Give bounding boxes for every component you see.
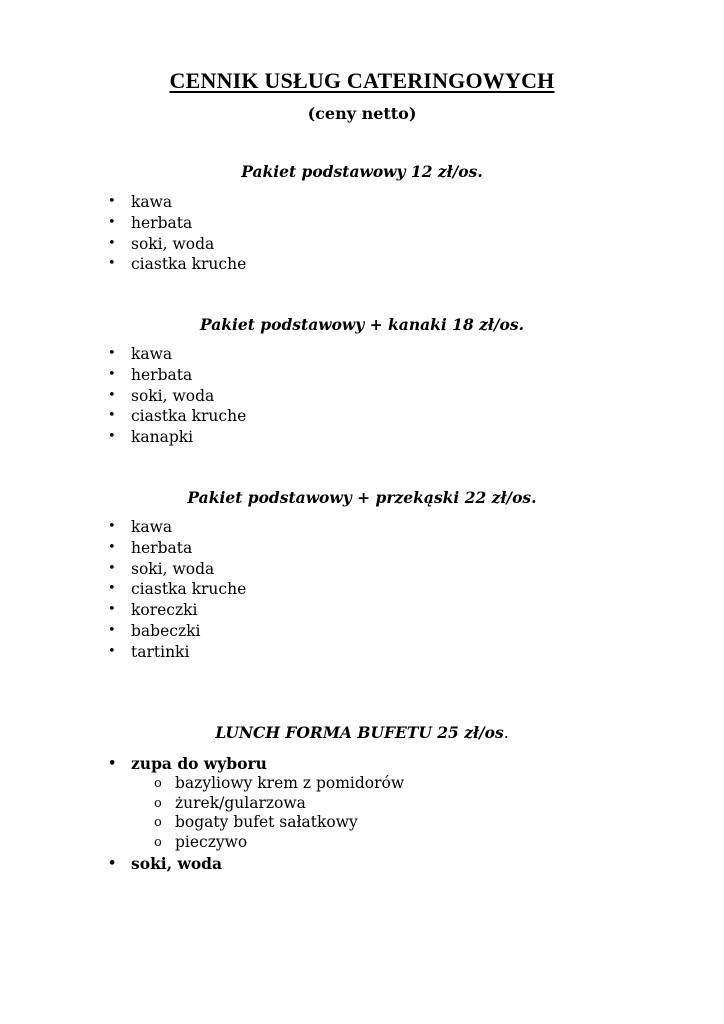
circle-bullet-icon: o bbox=[154, 776, 162, 791]
page-subtitle: (ceny netto) bbox=[307, 104, 417, 123]
bullet-icon: • bbox=[108, 194, 116, 209]
sub-list-item: o bogaty bufet sałatkowy bbox=[154, 813, 358, 832]
circle-bullet-icon: o bbox=[154, 815, 162, 831]
circle-bullet-icon: o bbox=[154, 835, 162, 851]
list-item: • ciastka kruche bbox=[108, 407, 247, 426]
package-items-sandwiches bbox=[106, 344, 246, 448]
sub-list-item: o pieczywo bbox=[154, 833, 248, 852]
bullet-icon: • bbox=[108, 429, 116, 445]
list-item: • koreczki bbox=[108, 601, 198, 620]
circle-bullet-icon: o bbox=[154, 795, 162, 811]
list-item: • soki, woda bbox=[108, 853, 223, 873]
list-item: • kawa bbox=[108, 193, 173, 211]
lunch-heading: LUNCH FORMA BUFETU 25 zł/os. bbox=[215, 723, 509, 742]
bullet-icon: • bbox=[108, 560, 116, 576]
sub-list-item: o żurek/gularzowa bbox=[154, 793, 306, 812]
bullet-icon: • bbox=[108, 539, 116, 555]
package-heading-snacks: Pakiet podstawowy + przekąski 22 zł/os. bbox=[187, 488, 537, 507]
list-item: • babeczki bbox=[108, 621, 201, 640]
list-item: • soki, woda bbox=[108, 559, 215, 578]
list-item: • ciastka kruche bbox=[108, 580, 247, 599]
bullet-icon: • bbox=[108, 256, 116, 272]
bullet-icon: • bbox=[108, 643, 116, 659]
package-heading-sandwiches: Pakiet podstawowy + kanaki 18 zł/os. bbox=[199, 315, 525, 334]
bullet-icon: • bbox=[108, 756, 117, 771]
list-item: • kawa bbox=[108, 345, 173, 363]
list-item: • ciastka kruche bbox=[108, 255, 247, 274]
bullet-icon: • bbox=[108, 387, 116, 403]
bullet-icon: • bbox=[108, 214, 116, 230]
list-item: • herbata bbox=[108, 365, 193, 384]
list-item: • kawa bbox=[108, 518, 173, 536]
sub-list-item: o bazyliowy krem z pomidorów bbox=[154, 774, 405, 792]
bullet-icon: • bbox=[108, 602, 116, 618]
list-item: • soki, woda bbox=[108, 386, 215, 405]
bullet-icon: • bbox=[108, 366, 116, 382]
list-item: • tartinki bbox=[108, 642, 190, 661]
bullet-icon: • bbox=[108, 622, 116, 638]
list-item: • kanapki bbox=[108, 428, 194, 447]
bullet-icon: • bbox=[108, 346, 116, 361]
page-title: CENNIK USŁUG CATERINGOWYCH bbox=[169, 68, 555, 93]
lunch-items bbox=[106, 753, 405, 874]
list-item: • soki, woda bbox=[108, 234, 215, 253]
bullet-icon: • bbox=[108, 235, 116, 251]
list-item: • zupa do wyboru bbox=[108, 754, 267, 773]
list-item: • herbata bbox=[108, 538, 193, 557]
bullet-icon: • bbox=[108, 519, 116, 534]
soup-options bbox=[150, 774, 404, 853]
list-item: • herbata bbox=[108, 213, 193, 232]
package-items-snacks bbox=[106, 517, 246, 663]
bullet-icon: • bbox=[108, 581, 116, 597]
bullet-icon: • bbox=[108, 855, 117, 871]
package-heading-basic: Pakiet podstawowy 12 zł/os. bbox=[241, 162, 483, 181]
sub-list-container bbox=[106, 774, 405, 853]
package-items-basic bbox=[106, 192, 246, 275]
bullet-icon: • bbox=[108, 408, 116, 424]
